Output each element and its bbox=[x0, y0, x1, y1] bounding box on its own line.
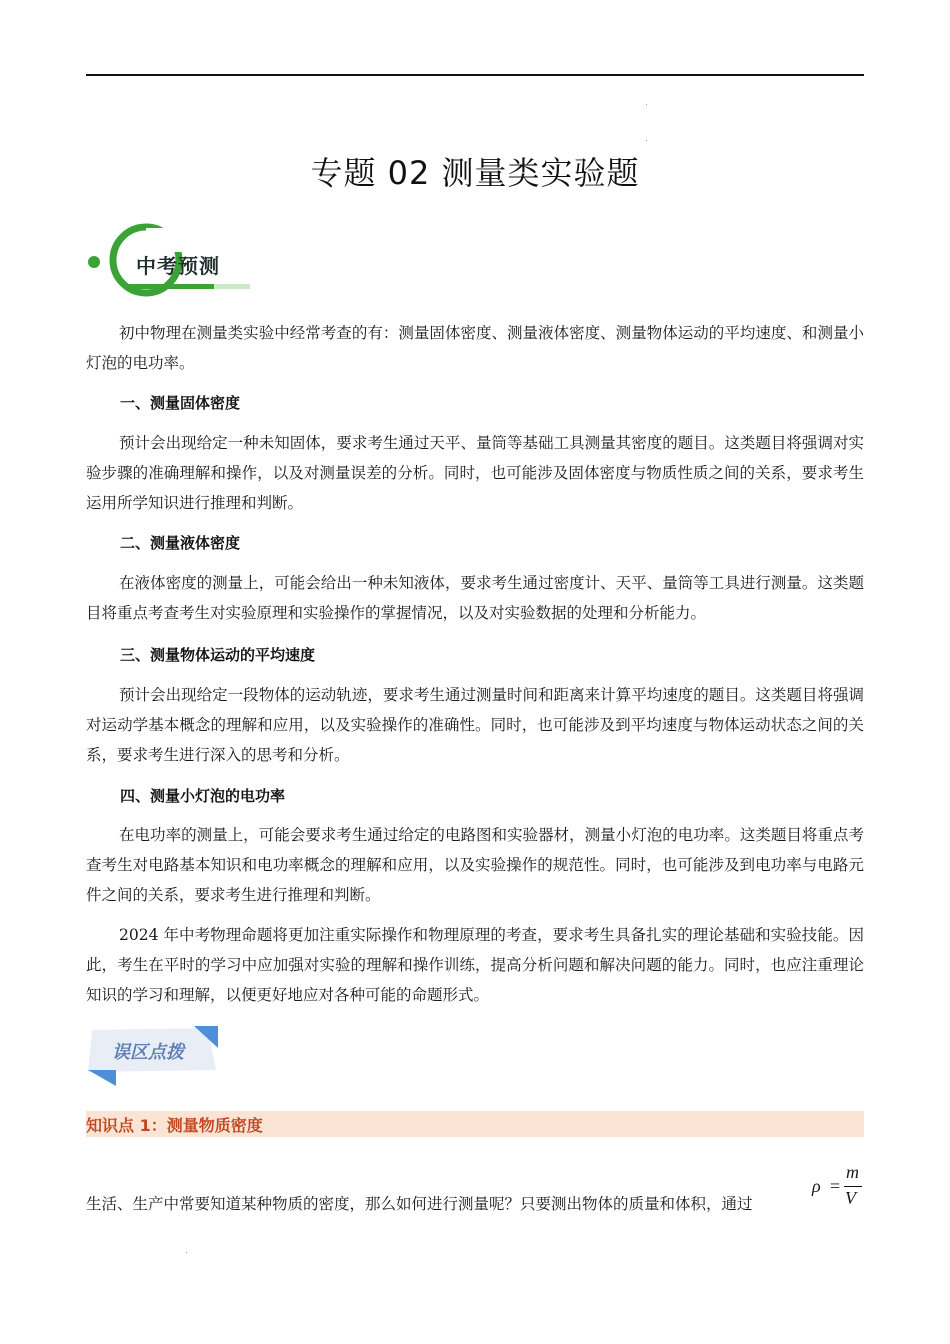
formula-equals: = bbox=[830, 1176, 841, 1196]
speck bbox=[186, 1252, 187, 1253]
section-heading-2: 二、测量液体密度 bbox=[120, 534, 241, 552]
forecast-badge-label: 中考预测 bbox=[136, 254, 220, 278]
page-title: 专题 02 测量类实验题 bbox=[310, 154, 640, 192]
intro-paragraph: 初中物理在测量类实验中经常考查的有：测量固体密度、测量液体密度、测量物体运动的平均速度、和测量小灯泡的电功率。 bbox=[86, 324, 864, 372]
density-intro-line: 生活、生产中常要知道某种物质的密度，那么如何进行测量呢？只要测出物体的质量和体积，通过 bbox=[86, 1195, 753, 1213]
section-body-1: 预计会出现给定一种未知固体，要求考生通过天平、量筒等基础工具测量其密度的题目。这类题目将强调对实验步骤的准确理解和操作，以及对测量误差的分析。同时，也可能涉及固体密度与物质性质之间的关系，要求考生运用所学知识进行推理和判断。 bbox=[86, 434, 864, 512]
section-heading-1: 一、测量固体密度 bbox=[120, 394, 241, 412]
density-formula bbox=[808, 1160, 868, 1216]
speck bbox=[646, 104, 647, 105]
formula-denominator: V bbox=[845, 1188, 856, 1208]
formula-rho: ρ bbox=[812, 1176, 821, 1196]
formula-fraction-bar bbox=[844, 1186, 862, 1187]
pitfalls-badge-label: 误区点拨 bbox=[112, 1042, 184, 1063]
forecast-badge bbox=[84, 222, 254, 298]
header-rule bbox=[86, 74, 864, 76]
conclusion-paragraph: 2024 年中考物理命题将更加注重实际操作和物理原理的考查，要求考生具备扎实的理论基础和实验技能。因此，考生在平时的学习中应加强对实验的理解和操作训练，提高分析问题和解决问题的能力。同时，也应注重理论知识的学习和理解，以便更好地应对各种可能的命题形式。 bbox=[86, 926, 864, 1004]
section-body-2: 在液体密度的测量上，可能会给出一种未知液体，要求考生通过密度计、天平、量筒等工具进行测量。这类题目将重点考查考生对实验原理和实验操作的掌握情况，以及对实验数据的处理和分析能力。 bbox=[86, 574, 864, 622]
pitfalls-badge bbox=[86, 1026, 221, 1088]
speck bbox=[646, 140, 647, 141]
formula-numerator: m bbox=[846, 1162, 859, 1182]
section-body-4: 在电功率的测量上，可能会要求考生通过给定的电路图和实验器材，测量小灯泡的电功率。这类题目将重点考查考生对电路基本知识和电功率概念的理解和应用，以及实验操作的规范性。同时，也可能涉及到电功率与电路元件之间的关系，要求考生进行推理和判断。 bbox=[86, 826, 864, 904]
section-heading-3: 三、测量物体运动的平均速度 bbox=[120, 646, 316, 664]
section-body-3: 预计会出现给定一段物体的运动轨迹，要求考生通过测量时间和距离来计算平均速度的题目。这类题目将强调对运动学基本概念的理解和应用，以及实验操作的准确性。同时，也可能涉及到平均速度与物体运动状态之间的关系，要求考生进行深入的思考和分析。 bbox=[86, 686, 864, 764]
knowledge-point-title: 知识点 1：测量物质密度 bbox=[86, 1116, 263, 1135]
knowledge-point-bar bbox=[86, 1111, 864, 1137]
section-heading-4: 四、测量小灯泡的电功率 bbox=[120, 787, 286, 805]
